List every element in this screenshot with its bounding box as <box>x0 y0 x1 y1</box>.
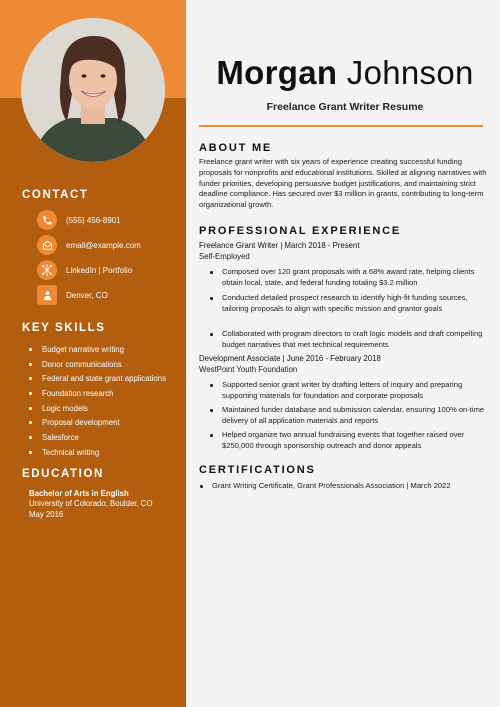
skill-item: Donor communications <box>29 357 166 372</box>
bullet-dot-icon <box>29 392 32 395</box>
bullet-dot-icon <box>29 348 32 351</box>
skill-item: Proposal development <box>29 415 166 430</box>
experience-title: PROFESSIONAL EXPERIENCE <box>199 225 401 237</box>
contact-phone-text: (555) 456-8901 <box>66 215 121 225</box>
job-bullet: Maintained funder database and submission calendar, ensuring 100% on-time delivery of all application materials and reports <box>210 405 486 427</box>
education-title: EDUCATION <box>22 468 104 480</box>
job-bullet: Composed over 120 grant proposals with a 68% award rate, helping clients obtain local, state, and federal funding totaling $3.2 million <box>210 267 486 289</box>
education-school: University of Colorado, Boulder, CO <box>29 499 153 509</box>
job-bullet: Helped organize two annual fundraising events that together raised over $250,000 through sponsorship outreach and donor appeals <box>210 430 486 452</box>
bullet-dot-icon <box>29 363 32 366</box>
skill-item: Federal and state grant applications <box>29 371 166 386</box>
phone-icon <box>37 210 57 230</box>
profile-photo <box>21 18 165 162</box>
job-title: Freelance Grant Writer | March 2018 - Present <box>199 241 360 250</box>
resume-subtitle: Freelance Grant Writer Resume <box>266 101 424 113</box>
job-org: WestPoint Youth Foundation <box>199 365 298 374</box>
bullet-dot-icon <box>29 377 32 380</box>
contact-location <box>37 285 108 305</box>
person-portrait-icon <box>21 18 165 162</box>
bullet-dot-icon <box>29 421 32 424</box>
bullet-dot-icon <box>200 485 203 488</box>
job-bullet: Collaborated with program directors to craft logic models and draft compelling budget narratives that met technical requirements <box>210 329 486 351</box>
contact-links[interactable] <box>37 260 132 280</box>
first-name: Morgan <box>216 54 338 91</box>
skills-list <box>29 342 166 460</box>
skill-item: Logic models <box>29 401 166 416</box>
job-title: Development Associate | June 2016 - February 2018 <box>199 354 381 363</box>
bullet-dot-icon <box>29 451 32 454</box>
skill-item: Budget narrative writing <box>29 342 166 357</box>
education-degree: Bachelor of Arts in English <box>29 489 129 498</box>
contact-email[interactable] <box>37 235 141 255</box>
contact-location-text: Denver, CO <box>66 290 108 300</box>
contact-links-text: LinkedIn | Portfolio <box>66 265 133 275</box>
about-title: ABOUT ME <box>199 142 273 154</box>
about-text: Freelance grant writer with six years of experience creating successful funding proposals for nonprofits and educational institutions. Skilled at aligning narratives with funder priorities, developing persuasive budget justifications, and maintaining strict deadline compliance. Has secured over $3 million in grants, contributing to long-term organizational growth. <box>199 157 487 210</box>
contact-title: CONTACT <box>22 189 89 201</box>
education-date: May 2016 <box>29 509 64 519</box>
contact-phone[interactable] <box>37 210 121 230</box>
header-divider <box>199 125 483 127</box>
last-name: Johnson <box>346 54 474 91</box>
location-icon <box>37 285 57 305</box>
email-icon <box>37 235 57 255</box>
education-block <box>29 489 153 520</box>
bullet-dot-icon <box>210 384 213 387</box>
contact-email-text: email@example.com <box>66 240 141 250</box>
bullet-dot-icon <box>210 333 213 336</box>
bullet-dot-icon <box>210 434 213 437</box>
bullet-dot-icon <box>210 297 213 300</box>
candidate-name <box>200 54 490 92</box>
sidebar <box>0 0 186 707</box>
skills-title: KEY SKILLS <box>22 322 106 334</box>
certifications-title: CERTIFICATIONS <box>199 464 316 476</box>
main-content <box>186 0 500 707</box>
certification-item: Grant Writing Certificate, Grant Professionals Association | March 2022 <box>200 481 490 490</box>
skill-item: Technical writing <box>29 445 166 460</box>
bullet-dot-icon <box>210 271 213 274</box>
bullet-dot-icon <box>29 407 32 410</box>
job-org: Self-Employed <box>199 252 250 261</box>
network-icon <box>37 260 57 280</box>
skill-item: Foundation research <box>29 386 166 401</box>
job-bullet: Supported senior grant writer by drafting letters of inquiry and preparing supporting materials for foundation and corporate proposals <box>210 380 486 402</box>
bullet-dot-icon <box>29 436 32 439</box>
bullet-dot-icon <box>210 409 213 412</box>
job-bullet: Conducted detailed prospect research to identify high-fit funding sources, tailoring proposals to align with specific mission and grantor goals <box>210 293 486 315</box>
skill-item: Salesforce <box>29 430 166 445</box>
